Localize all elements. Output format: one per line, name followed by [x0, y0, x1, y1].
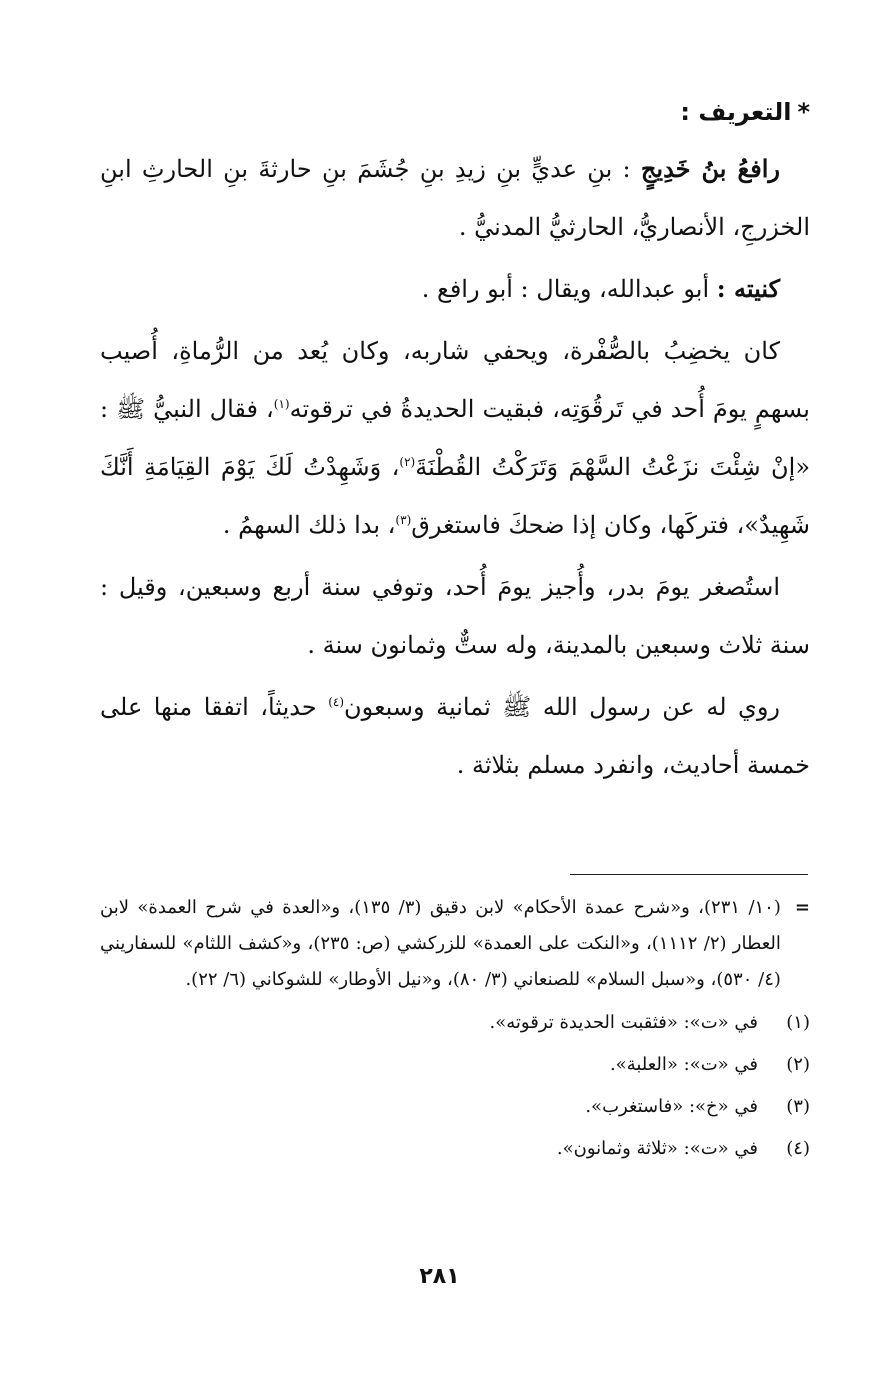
footnote-item	[100, 1128, 810, 1170]
page-number: ٢٨١	[419, 1264, 460, 1289]
footnote-item	[100, 1044, 810, 1086]
footnote-divider	[570, 874, 808, 875]
bio-text-1: كان يخضِبُ بالصُّفْرة، ويحفي شاربه، وكان يُعد من الرُّماةِ، أُصيب بسهمٍ يومَ أُحد في تَرقُوَتِه، فبقيت الحديدةُ في ترقوته	[100, 337, 810, 423]
footnote-ref-1[interactable]: (١)	[273, 397, 290, 411]
main-text	[100, 92, 810, 798]
bio-text-3: ، وَشَهِدْتُ لَكَ يَوْمَ القِيَامَةِ أَنَّكَ شَهِيدٌ»، فتركَها، وكان إذا ضحكَ فاستغرق	[100, 453, 810, 539]
footnote-number: (٣)	[786, 1096, 810, 1117]
footnote-item	[100, 1002, 810, 1044]
continuation-mark: =	[794, 897, 810, 918]
footnote-number: (٢)	[786, 1054, 810, 1075]
footnote-text: في «ت»: «ثلاثة وثمانون».	[556, 1138, 758, 1159]
heading-star: *	[797, 98, 810, 126]
kunya-text: أبو عبدالله، ويقال : أبو رافع .	[421, 275, 717, 303]
death-text: استُصغر يومَ بدر، وأُجيز يومَ أُحد، وتوفي سنة أربع وسبعين، وقيل : سنة ثلاث وسبعين بالمدينة، وله ستٌّ وثمانون سنة .	[100, 573, 810, 659]
footnote-number: (١)	[786, 1012, 810, 1033]
paragraph-lineage	[100, 140, 810, 256]
narrations-text-1: روي له عن رسول الله ﷺ ثمانية وسبعون	[344, 693, 780, 721]
footnote-text: في «ت»: «العلبة».	[609, 1054, 758, 1075]
footnote-continuation	[100, 890, 810, 998]
footnote-ref-4[interactable]: (٤)	[328, 695, 345, 709]
heading-text: التعريف :	[680, 98, 792, 126]
footnotes-section	[100, 890, 810, 1170]
paragraph-narrations	[100, 678, 810, 794]
lineage-text: : بنِ عديٍّ بنِ زيدِ بنِ جُشَمَ بنِ حارثةَ بنِ الحارثِ ابنِ الخزرجِ، الأنصاريُّ، الحارثيُّ المدنيُّ .	[100, 155, 810, 241]
bio-text-2: ، فقال النبيُّ ﷺ : «إنْ شِئْتَ نزَعْتُ السَّهْمَ وَتَرَكْتُ القُطْنَةَ	[100, 395, 810, 481]
footnote-ref-2[interactable]: (٢)	[399, 455, 416, 469]
footnote-item	[100, 1086, 810, 1128]
paragraph-biography	[100, 322, 810, 554]
footnote-text: في «خ»: «فاستغرب».	[585, 1096, 758, 1117]
footnote-ref-3[interactable]: (٣)	[395, 513, 412, 527]
paragraph-death	[100, 558, 810, 674]
bio-text-4: ، بدا ذلك السهمُ .	[222, 511, 396, 539]
footnote-number: (٤)	[786, 1138, 810, 1159]
section-heading	[100, 92, 810, 132]
person-name: رافعُ بنُ خَدِيجٍ	[640, 154, 780, 183]
paragraph-kunya	[100, 260, 810, 318]
narrations-text-2: حديثاً، اتفقا منها على خمسة أحاديث، وانفرد مسلم بثلاثة .	[100, 693, 810, 779]
footnote-text: في «ت»: «فثقبت الحديدة ترقوته».	[489, 1012, 758, 1033]
continuation-text: (١٠/ ٢٣١)، و«شرح عمدة الأحكام» لابن دقيق (٣/ ١٣٥)، و«العدة في شرح العمدة» لابن العطار (٢/ ١١١٢)، و«النكت على العمدة» للزركشي (ص: ٢٣٥)، و«كشف اللثام» للسفاريني (٤/ ٥٣٠)، و«سبل السلام» للصنعاني (٣/ ٨٠)، و«نيل الأوطار» للشوكاني (٦/ ٢٢).	[100, 897, 781, 990]
kunya-label: كنيته :	[716, 274, 780, 303]
